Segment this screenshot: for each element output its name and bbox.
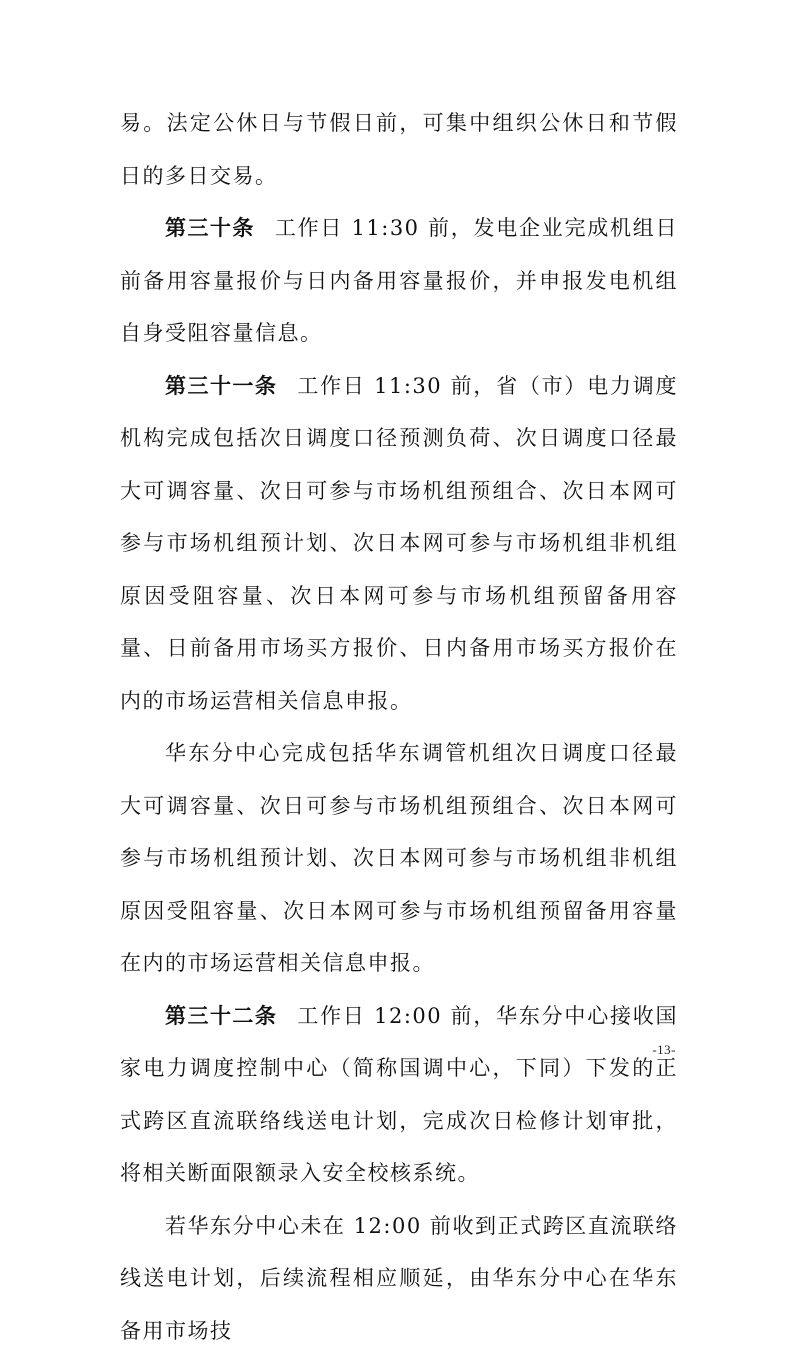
page-number: -13- [652, 1042, 676, 1058]
article-31-paragraph [120, 360, 678, 728]
paragraph-text: 华东分中心完成包括华东调管机组次日调度口径最大可调容量、次日可参与市场机组预组合、次日本网可参与市场机组预计划、次日本网可参与市场机组非机组原因受阻容量、次日本网可参与市场机组预留备用容量在内的市场运营相关信息申报。 [120, 741, 678, 975]
article-31-sub-paragraph [120, 727, 678, 990]
paragraph-text: 工作日 11:30 前，发电企业完成机组日前备用容量报价与日内备用容量报价，并申报发电机组自身受阻容量信息。 [120, 216, 678, 345]
article-heading: 第三十一条 [165, 374, 277, 398]
document-body [120, 97, 678, 1357]
article-32-sub-paragraph [120, 1200, 678, 1357]
paragraph-text: 工作日 12:00 前，华东分中心接收国家电力调度控制中心（简称国调中心，下同）下发的正式跨区直流联络线送电计划，完成次日检修计划审批，将相关断面限额录入安全校核系统。 [120, 1004, 678, 1186]
paragraph-text: 若华东分中心未在 12:00 前收到正式跨区直流联络线送电计划，后续流程相应顺延，由华东分中心在华东备用市场技 [120, 1214, 678, 1343]
paragraph-continuation [120, 97, 678, 202]
paragraph-text: 易。法定公休日与节假日前，可集中组织公休日和节假日的多日交易。 [120, 111, 678, 188]
article-32-paragraph [120, 990, 678, 1200]
article-heading: 第三十二条 [165, 1004, 277, 1028]
paragraph-text: 工作日 11:30 前，省（市）电力调度机构完成包括次日调度口径预测负荷、次日调度口径最大可调容量、次日可参与市场机组预组合、次日本网可参与市场机组预计划、次日本网可参与市场机组非机组原因受阻容量、次日本网可参与市场机组预留备用容量、日前备用市场买方报价、日内备用市场买方报价在内的市场运营相关信息申报。 [120, 374, 678, 713]
article-30-paragraph [120, 202, 678, 360]
article-heading: 第三十条 [165, 216, 255, 240]
